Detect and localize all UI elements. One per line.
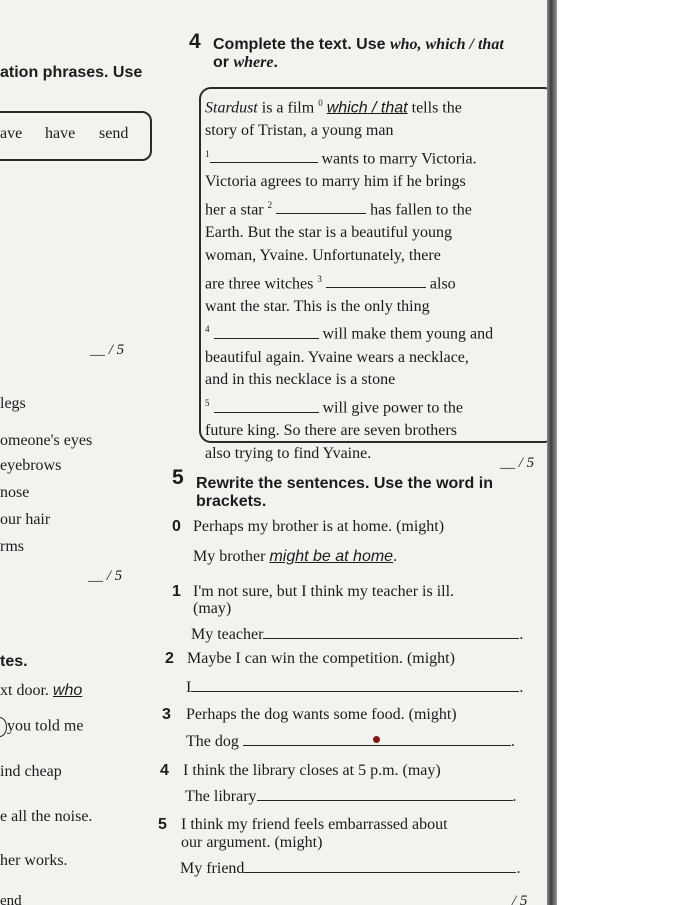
item-sentence: I'm not sure, but I think my teacher is ill. <box>193 583 455 600</box>
item-number: 0 <box>172 518 181 535</box>
answer-2-blank[interactable] <box>191 679 519 692</box>
example-answer: which / that <box>326 99 408 117</box>
answer-4-blank[interactable] <box>257 788 513 801</box>
story-line: want the star. This is the only thing <box>205 297 430 315</box>
story-line: woman, Yvaine. Unfortunately, there <box>205 246 441 264</box>
exercise-5-instruction: Rewrite the sentences. Use the word in <box>196 475 493 492</box>
item-sentence: I think my friend feels embarrassed about <box>181 816 448 833</box>
page-edge <box>547 0 557 905</box>
instruction-text: . <box>273 54 278 71</box>
story-text: will give power to the <box>318 399 463 417</box>
story-text: tells the <box>407 99 462 117</box>
left-sentence-answer: who <box>52 682 83 699</box>
left-heading-fragment: ation phrases. Use <box>0 64 143 81</box>
answer-end: . <box>510 733 515 750</box>
gap-number: 5 <box>205 398 210 409</box>
answer-start: The library <box>185 788 257 805</box>
answer-start: My teacher <box>191 626 264 643</box>
body-part-item: omeone's eyes <box>0 432 93 449</box>
instruction-text: Complete the text. Use <box>213 36 390 53</box>
left-sentence: e all the noise. <box>0 808 93 825</box>
score-exercise-4: __ / 5 <box>500 455 535 471</box>
score-exercise-4-left: __ / 5 <box>88 568 123 584</box>
instruction-words: who, which / that <box>389 36 504 53</box>
body-part-item: rms <box>0 538 24 555</box>
left-sentence: her works. <box>0 852 68 869</box>
item-sentence: Perhaps the dog wants some food. (might) <box>186 706 457 723</box>
word-box-item: ave <box>0 125 23 142</box>
item-number: 4 <box>160 762 169 779</box>
word-box-item: have <box>45 125 76 142</box>
gap-number: 2 <box>267 199 273 210</box>
story-text: also <box>425 274 456 292</box>
instruction-text: or <box>213 54 234 71</box>
gap-5-blank[interactable] <box>214 400 319 413</box>
item-number: 5 <box>158 816 167 833</box>
story-paragraph <box>205 92 545 466</box>
left-sentence-text: you told me <box>7 717 84 735</box>
left-sentence-text: xt door. <box>0 682 49 699</box>
answer-end: . <box>519 679 524 696</box>
body-part-item: legs <box>0 395 26 412</box>
left-bottom-fragment: end <box>0 893 22 905</box>
story-text: will make them young and <box>318 325 494 343</box>
word-box <box>0 111 152 161</box>
item-number: 1 <box>172 583 181 600</box>
story-line: and in this necklace is a stone <box>205 371 396 389</box>
circle-mark-icon <box>0 717 7 737</box>
answer-end: . <box>393 548 398 565</box>
answer-1-blank[interactable] <box>263 626 519 639</box>
answer-start: The dog <box>186 733 239 750</box>
gap-3-blank[interactable] <box>326 275 426 288</box>
item-answer-line <box>191 626 523 644</box>
item-number: 2 <box>165 650 174 667</box>
story-text: is a film <box>257 99 319 117</box>
answer-start: I <box>186 679 192 696</box>
left-sentence <box>0 682 82 700</box>
answer-end: . <box>519 626 524 643</box>
story-line: also trying to find Yvaine. <box>205 445 372 463</box>
item-answer-line <box>186 679 523 697</box>
item-sentence-cont: our argument. (might) <box>181 834 323 851</box>
story-text: are three witches <box>205 274 318 292</box>
item-answer-line <box>185 788 517 806</box>
story-line: Earth. But the star is a beautiful young <box>205 223 453 241</box>
example-answer: might be at home <box>269 548 394 565</box>
gap-number: 0 <box>318 98 323 108</box>
story-line: story of Tristan, a young man <box>205 122 394 140</box>
answer-start: My brother <box>193 548 266 565</box>
story-text: her a star <box>205 201 268 219</box>
gap-number: 4 <box>205 324 210 335</box>
gap-number: 1 <box>205 148 210 159</box>
answer-end: . <box>516 860 521 877</box>
gap-4-blank[interactable] <box>214 326 319 339</box>
exercise-5-number: 5 <box>172 466 184 489</box>
answer-start: My friend <box>180 860 245 877</box>
score-exercise-5: / 5 <box>512 893 528 905</box>
score-exercise-3: __ / 5 <box>90 342 125 358</box>
left-sentence: ind cheap <box>0 763 62 780</box>
gap-1-blank[interactable] <box>210 150 318 163</box>
story-text: wants to marry Victoria. <box>317 150 477 168</box>
item-sentence: Perhaps my brother is at home. (might) <box>193 518 445 535</box>
item-sentence-cont: (may) <box>193 600 232 617</box>
item-sentence: I think the library closes at 5 p.m. (may) <box>183 762 441 779</box>
gap-number: 3 <box>317 273 322 284</box>
story-line: beautiful again. Yvaine wears a necklace, <box>205 348 469 366</box>
story-line: future king. So there are seven brothers <box>205 422 457 440</box>
exercise-4-instruction <box>213 36 504 54</box>
ink-dot <box>373 736 380 743</box>
word-box-item: send <box>99 125 129 142</box>
film-title: Stardust <box>205 99 258 117</box>
exercise-4-number: 4 <box>189 30 201 53</box>
story-line: Victoria agrees to marry him if he brings <box>205 173 466 191</box>
exercise-5-instruction-line2: brackets. <box>196 493 267 510</box>
left-section-fragment: tes. <box>0 653 28 670</box>
body-part-item: our hair <box>0 511 51 528</box>
item-answer-line <box>180 860 520 878</box>
answer-end: . <box>512 788 517 805</box>
gap-2-blank[interactable] <box>276 201 366 214</box>
story-text: has fallen to the <box>366 201 472 219</box>
item-sentence: Maybe I can win the competition. (might) <box>187 650 455 667</box>
exercise-4-instruction-line2 <box>213 54 278 72</box>
body-part-item: eyebrows <box>0 457 62 474</box>
left-sentence <box>0 717 83 737</box>
instruction-words: where <box>233 54 274 71</box>
item-answer-line <box>186 733 515 751</box>
item-number: 3 <box>162 706 171 723</box>
answer-5-blank[interactable] <box>244 860 516 873</box>
body-part-item: nose <box>0 484 30 501</box>
item-answer-line <box>193 548 397 566</box>
